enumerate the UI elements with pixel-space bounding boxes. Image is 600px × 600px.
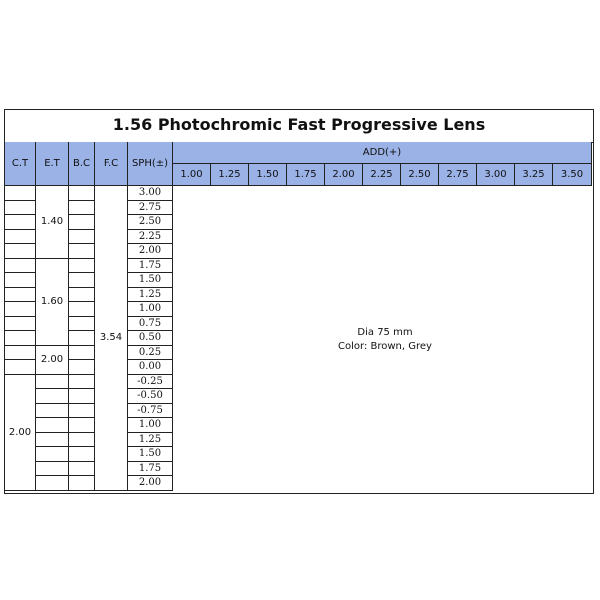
add-value-cell: 2.50 [401, 164, 439, 186]
ct-cell [5, 302, 36, 317]
sph-value-cell: 1.25 [128, 433, 173, 448]
ct-cell [5, 230, 36, 245]
sph-value-cell: 0.00 [128, 360, 173, 375]
et-cell [36, 375, 69, 390]
ct-cell [5, 259, 36, 274]
et-value-cell: 1.60 [36, 259, 69, 346]
et-value-cell: 2.00 [36, 346, 69, 375]
bc-cell [69, 447, 95, 462]
sph-value-cell: 2.50 [128, 215, 173, 230]
bc-cell [69, 244, 95, 259]
add-value-cell: 1.75 [287, 164, 325, 186]
header-ct: C.T [5, 142, 36, 186]
et-cell [36, 404, 69, 419]
header-sph: SPH(±) [128, 142, 173, 186]
bc-cell [69, 418, 95, 433]
et-cell [36, 462, 69, 477]
ct-cell [5, 186, 36, 201]
add-value-cell: 2.75 [439, 164, 477, 186]
add-value-cell: 3.50 [553, 164, 592, 186]
bc-cell [69, 317, 95, 332]
sph-value-cell: 1.00 [128, 302, 173, 317]
table-title: 1.56 Photochromic Fast Progressive Lens [5, 110, 593, 143]
lens-note [175, 186, 595, 494]
sph-value-cell: 2.75 [128, 201, 173, 216]
ct-cell [5, 317, 36, 332]
diameter-text: Dia 75 mm [357, 327, 413, 338]
sph-value-cell: 2.25 [128, 230, 173, 245]
add-value-cell: 2.00 [325, 164, 363, 186]
sph-value-cell: -0.75 [128, 404, 173, 419]
header-et: E.T [36, 142, 69, 186]
bc-cell [69, 302, 95, 317]
bc-cell [69, 433, 95, 448]
bc-cell [69, 404, 95, 419]
sph-value-cell: 1.25 [128, 288, 173, 303]
sph-value-cell: 2.00 [128, 476, 173, 491]
et-cell [36, 418, 69, 433]
sph-value-cell: 0.25 [128, 346, 173, 361]
sph-value-cell: 1.75 [128, 462, 173, 477]
add-value-cell: 3.00 [477, 164, 515, 186]
header-fc: F.C [95, 142, 128, 186]
ct-cell [5, 215, 36, 230]
et-cell [36, 433, 69, 448]
ct-cell [5, 273, 36, 288]
ct-cell [5, 201, 36, 216]
add-value-cell: 1.00 [173, 164, 211, 186]
bc-cell [69, 273, 95, 288]
sph-value-cell: 1.00 [128, 418, 173, 433]
add-value-cell: 1.50 [249, 164, 287, 186]
et-cell [36, 476, 69, 491]
lens-spec-table [4, 109, 594, 494]
ct-value-cell: 2.00 [5, 375, 36, 491]
fc-value-cell: 3.54 [95, 186, 128, 491]
et-cell [36, 447, 69, 462]
bc-cell [69, 186, 95, 201]
sph-value-cell: 0.75 [128, 317, 173, 332]
ct-cell [5, 244, 36, 259]
sph-value-cell: -0.25 [128, 375, 173, 390]
color-text: Color: Brown, Grey [338, 341, 432, 352]
bc-cell [69, 360, 95, 375]
bc-cell [69, 346, 95, 361]
ct-cell [5, 360, 36, 375]
ct-cell [5, 288, 36, 303]
add-value-cell: 3.25 [515, 164, 553, 186]
sph-value-cell: 0.50 [128, 331, 173, 346]
bc-cell [69, 389, 95, 404]
header-bc: B.C [69, 142, 95, 186]
et-value-cell: 1.40 [36, 186, 69, 259]
sph-value-cell: 1.50 [128, 447, 173, 462]
sph-value-cell: 2.00 [128, 244, 173, 259]
bc-cell [69, 201, 95, 216]
bc-cell [69, 288, 95, 303]
ct-cell [5, 346, 36, 361]
et-cell [36, 389, 69, 404]
bc-cell [69, 462, 95, 477]
header-add: ADD(+) [173, 142, 592, 164]
ct-cell [5, 331, 36, 346]
sph-value-cell: 1.75 [128, 259, 173, 274]
sph-value-cell: -0.50 [128, 389, 173, 404]
sph-value-cell: 3.00 [128, 186, 173, 201]
bc-cell [69, 230, 95, 245]
bc-cell [69, 331, 95, 346]
sph-value-cell: 1.50 [128, 273, 173, 288]
bc-cell [69, 375, 95, 390]
bc-cell [69, 215, 95, 230]
bc-cell [69, 476, 95, 491]
add-value-cell: 2.25 [363, 164, 401, 186]
bc-cell [69, 259, 95, 274]
add-value-cell: 1.25 [211, 164, 249, 186]
